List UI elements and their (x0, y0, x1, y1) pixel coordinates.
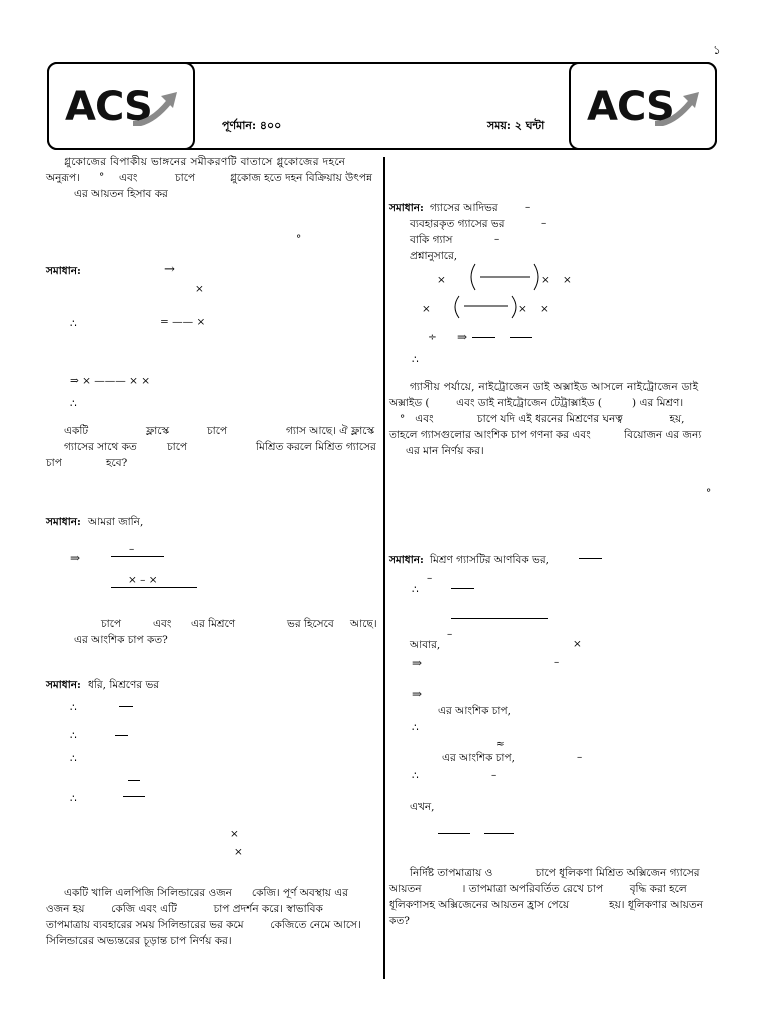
question-line: গ্লুকোজের বিপাকীয় ভাঙ্গনের সমীকরণটি বাতাসে গ্লুকোজের দহনে (64, 156, 346, 168)
equation-fragment: ⇒ × ——— × × (70, 375, 151, 387)
question-line: ফ্লাস্কে (146, 425, 170, 437)
minus-symbol: – (577, 751, 583, 763)
question-line: গ্লুকোজ হতে দহন বিক্রিয়ায় উৎপন্ন (230, 172, 373, 184)
logo-text: ACS (65, 84, 152, 130)
therefore-symbol: ∴ (412, 584, 419, 596)
full-marks: পূর্ণমান: ৪০০ (222, 119, 282, 132)
fraction-bar (111, 587, 197, 588)
times-symbol: × (541, 274, 550, 286)
question-line: চাপে (207, 425, 228, 437)
fraction-bar (115, 735, 128, 736)
fraction-bar (472, 337, 495, 338)
therefore-symbol: ∴ (70, 318, 77, 330)
question-line: আছে। (350, 618, 377, 630)
acs-logo-right (569, 62, 717, 150)
column-divider (383, 157, 385, 979)
question-line: এর মান নির্ণয় কর। (406, 445, 484, 457)
solution-text: মিশ্রণ গ্যাসটির আণবিক ভর, (430, 554, 549, 566)
solution-text: এখন, (410, 801, 435, 813)
question-line: চাপ (46, 457, 62, 469)
solution-text: এর আংশিক চাপ, (442, 752, 515, 764)
minus-symbol: – (525, 201, 531, 213)
solution-text: ব্যবহারকৃত গ্যাসের ভর (410, 218, 505, 230)
times-symbol: × (422, 303, 431, 315)
question-line: কত? (389, 915, 410, 927)
arrow-symbol: → (164, 262, 175, 277)
fraction-bar (451, 618, 548, 619)
fraction-bar (438, 833, 470, 834)
solution-label: সমাধান: (46, 516, 81, 528)
minus-symbol: – (494, 233, 500, 245)
times-symbol: × (518, 303, 527, 315)
solution-text: আমরা জানি, (88, 516, 144, 528)
equation-brackets (430, 262, 580, 322)
question-line: এর আয়তন হিসাব কর (74, 188, 168, 200)
logo-text: ACS (587, 84, 674, 130)
degree-symbol: ° (706, 487, 712, 499)
question-line: চাপে (167, 441, 188, 453)
minus-symbol: – (491, 769, 497, 781)
times-symbol: × (437, 274, 446, 286)
question-line: নির্দিষ্ট তাপমাত্রায় ও চাপে ধূলিকণা মিশ্রিত অক্সিজেন গ্যাসের (410, 867, 700, 879)
solution-text: আবার, (410, 639, 441, 651)
fraction-bar (451, 588, 474, 589)
equation-fragment: × – × (128, 574, 158, 586)
question-line: ° (99, 171, 105, 183)
question-line: হবে? (106, 457, 128, 469)
solution-text: বাকি গ্যাস (410, 234, 453, 246)
minus-symbol: – (554, 656, 560, 668)
question-line: চাপে (101, 618, 122, 630)
divide-symbol: ÷ (428, 331, 437, 343)
arrow-icon (131, 90, 181, 126)
question-line: এবং (153, 618, 172, 630)
minus-symbol: – (129, 543, 135, 555)
times-symbol: × (540, 303, 549, 315)
question-line: আয়তন । তাপমাত্রা অপরিবর্তিত রেখে চাপ বৃদ্ধি করা হলে (389, 883, 687, 895)
solution-label: সমাধান: (389, 202, 424, 214)
implies-symbol: ⇒ (457, 330, 468, 344)
degree-symbol: ° (296, 233, 302, 245)
fraction-bar (484, 833, 514, 834)
therefore-symbol: ∴ (70, 730, 77, 742)
question-line: তাহলে গ্যাসগুলোর আংশিক চাপ গণনা কর এবং বিয়োজন এর জন্য (389, 429, 702, 441)
minus-symbol: – (427, 572, 433, 584)
question-line: চাপে (175, 172, 196, 184)
implies-symbol: ⇒ (412, 687, 423, 701)
therefore-symbol: ∴ (412, 354, 419, 366)
minus-symbol: – (541, 217, 547, 229)
fraction-bar (510, 337, 532, 338)
question-line: অনুরূপ। (46, 172, 80, 184)
question-line: এর মিশ্রণে (191, 618, 236, 630)
arrow-icon (653, 90, 703, 126)
question-line: মিশ্রিত করলে মিশ্রিত গ্যাসের (256, 441, 376, 453)
fraction-bar (128, 780, 140, 781)
times-symbol: × (563, 274, 572, 286)
therefore-symbol: ∴ (412, 770, 419, 782)
equation-fragment: = —— × (160, 316, 206, 328)
question-line: ভর হিসেবে (287, 618, 334, 630)
acs-logo-left (47, 62, 195, 150)
times-symbol: × (234, 846, 243, 858)
question-line: এবং (119, 172, 138, 184)
question-line: ° এবং চাপে যদি এই ধরনের মিশ্রণের ঘনত্ব হয়, (400, 413, 685, 425)
times-symbol: × (230, 828, 239, 840)
fraction-bar (111, 556, 164, 557)
therefore-symbol: ∴ (70, 793, 77, 805)
question-line: তাপমাত্রায় ব্যবহারের সময় সিলিন্ডারের ভর কমে কেজিতে নেমে আসে। (46, 919, 361, 931)
times-symbol: × (195, 283, 204, 295)
times-symbol: × (573, 638, 582, 650)
fraction-bar (119, 706, 133, 707)
question-line: এর আংশিক চাপ কত? (74, 634, 168, 646)
solution-text: ধরি, মিশ্রণের ভর (88, 679, 160, 691)
implies-symbol: ⇒ (412, 656, 423, 670)
therefore-symbol: ∴ (412, 722, 419, 734)
approx-symbol: ≈ (496, 738, 505, 750)
solution-text: প্রশ্নানুসারে, (410, 250, 458, 262)
question-line: একটি খালি এলপিজি সিলিন্ডারের ওজন কেজি। পূর্ণ অবস্থায় এর (64, 887, 349, 899)
fraction-bar (123, 796, 145, 797)
solution-text: গ্যাসের আদিভর (430, 202, 498, 214)
solution-label: সমাধান: (46, 679, 81, 691)
solution-label: সমাধান: (46, 265, 81, 277)
solution-text: এর আংশিক চাপ, (438, 705, 511, 717)
question-line: সিলিন্ডারের অভ্যন্তরের চূড়ান্ত চাপ নির্ণয় কর। (46, 935, 232, 947)
page-number: ১ (713, 43, 721, 57)
question-line: অক্সাইড ( এবং ডাই নাইট্রোজেন টেট্রাক্সাইড ( ) এর মিশ্রণ। (389, 397, 684, 409)
solution-label: সমাধান: (389, 554, 424, 566)
therefore-symbol: ∴ (70, 753, 77, 765)
therefore-symbol: ∴ (70, 702, 77, 714)
therefore-symbol: ∴ (70, 398, 77, 410)
exam-time: সময়: ২ ঘন্টা (487, 119, 545, 132)
question-line: একটি (64, 425, 89, 437)
question-line: গ্যাস আছে। ঐ ফ্লাস্কে (286, 425, 375, 437)
implies-symbol: ⇒ (70, 551, 81, 565)
question-line: গ্যাসীয় পর্যায়ে, নাইট্রোজেন ডাই অক্সাইড আসলে নাইট্রোজেন ডাই (410, 381, 699, 393)
question-line: গ্যাসের সাথে কত (64, 441, 137, 453)
fraction-bar (579, 558, 602, 559)
question-line: ওজন হয় কেজি এবং এটি চাপ প্রদর্শন করে। স্বাভাবিক (46, 903, 323, 915)
question-line: ধূলিকণাসহ অক্সিজেনের আয়তন হ্রাস পেয়ে হয়। ধূলিকণার আয়তন (389, 899, 704, 911)
minus-symbol: – (447, 628, 453, 640)
